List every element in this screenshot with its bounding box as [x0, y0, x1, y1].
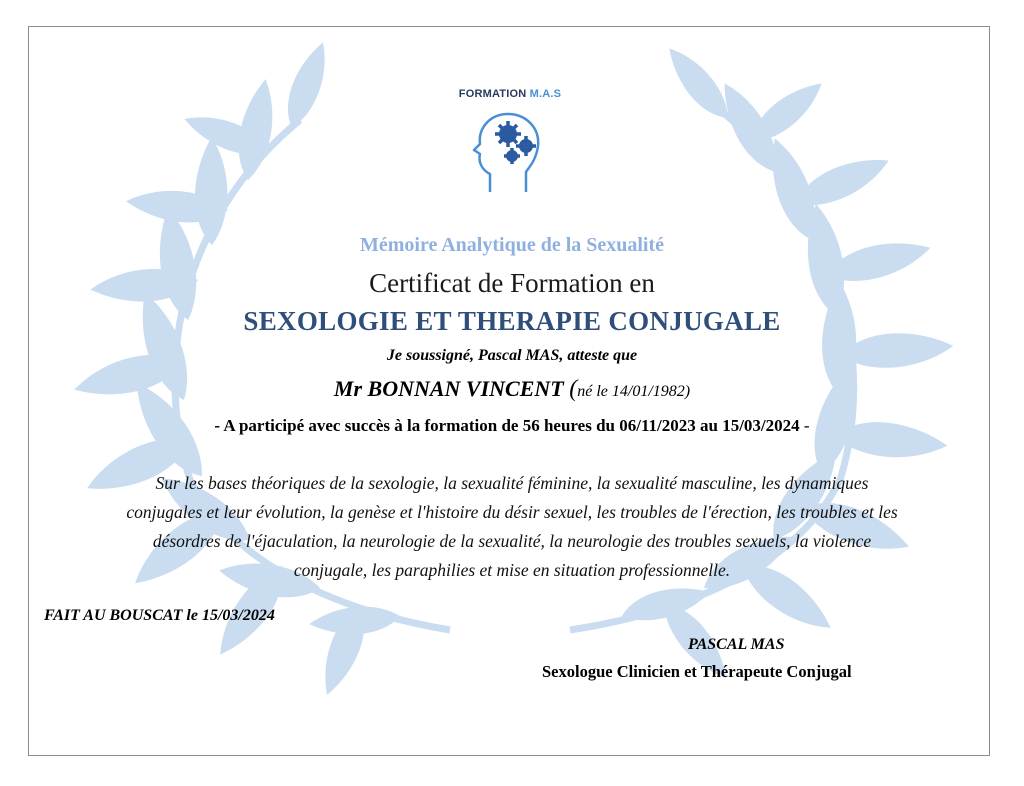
description-line: conjugale, les paraphilies et mise en situation professionnelle. [293, 560, 731, 580]
signer-name: PASCAL MAS [688, 636, 785, 653]
participation-dash-left: - [214, 416, 224, 435]
attestation-statement: Je soussigné, Pascal MAS, atteste que [386, 347, 638, 364]
certificate-title: Certificat de Formation en [369, 268, 655, 298]
participation-text: A participé avec succès à la formation de 56 heures du 06/11/2023 au 15/03/2024 [223, 416, 800, 435]
recipient-paren: ( [569, 376, 578, 402]
recipient-line [0, 376, 1024, 403]
logo-brand-accent: M.A.S [529, 88, 562, 100]
participation-dash-right: - [799, 416, 810, 435]
formation-mas-logo [440, 88, 580, 208]
logo-brand-main: FORMATION [458, 88, 530, 100]
logo-brand [440, 88, 580, 100]
course-title: SEXOLOGIE ET THERAPIE CONJUGALE [243, 306, 781, 336]
description-line: désordres de l'éjaculation, la neurologie de la sexualité, la neurologie des troubles sexuels, la violence [152, 531, 872, 551]
organization-name: Mémoire Analytique de la Sexualité [359, 234, 665, 256]
training-description [48, 469, 976, 585]
place-and-date: FAIT AU BOUSCAT le 15/03/2024 [44, 607, 275, 624]
description-line: conjugales et leur évolution, la genèse et l'histoire du désir sexuel, les troubles de l'érection, les troubles et les [126, 502, 898, 522]
recipient-name: Mr BONNAN VINCENT [333, 376, 570, 401]
description-line: Sur les bases théoriques de la sexologie, la sexualité féminine, la sexualité masculine, les dynamiques [155, 473, 869, 493]
head-gears-icon [460, 104, 560, 200]
participation-line [0, 416, 1024, 436]
recipient-birthdate: né le 14/01/1982) [577, 383, 691, 400]
signer-title: Sexologue Clinicien et Thérapeute Conjugal [542, 662, 852, 681]
